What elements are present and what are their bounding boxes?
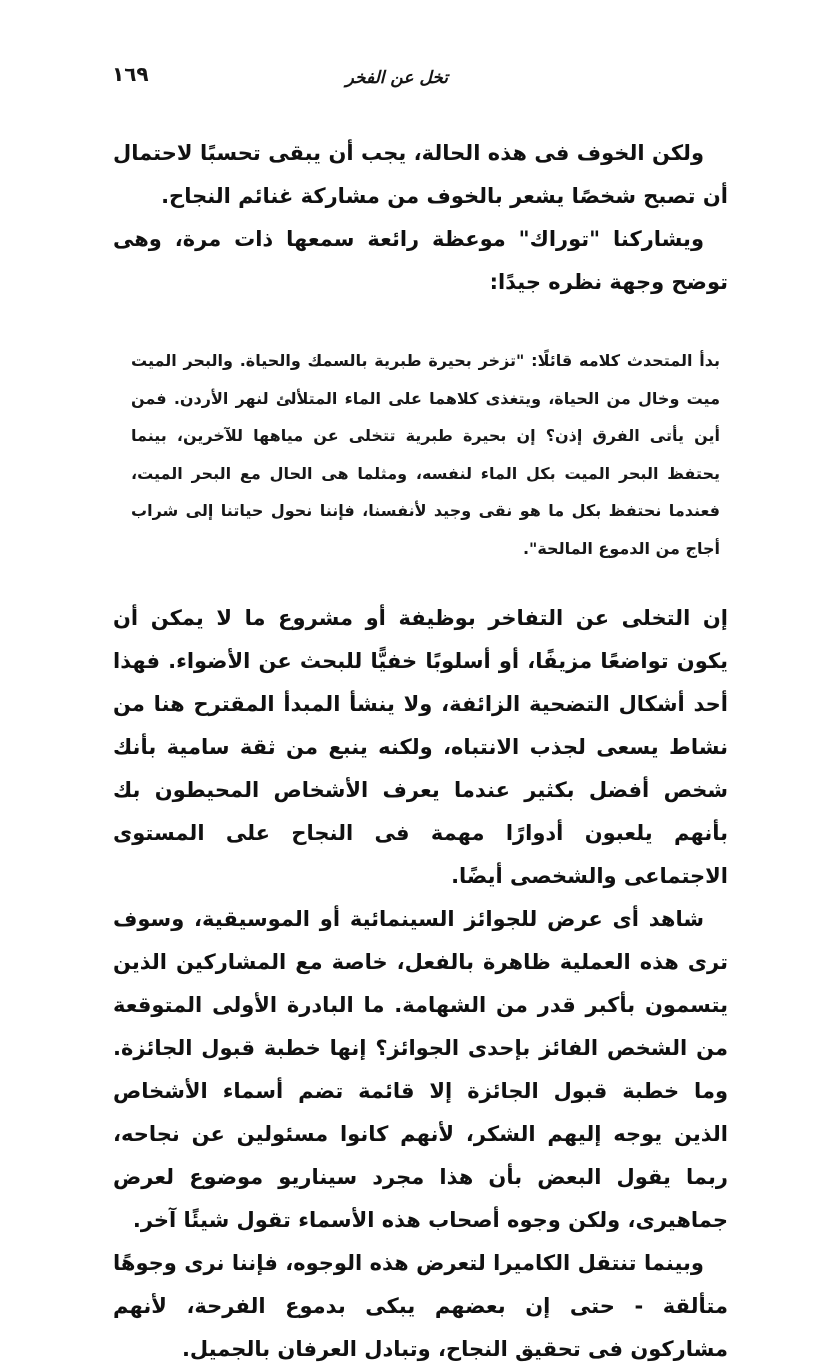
page-body	[113, 132, 728, 1371]
page-header	[112, 62, 728, 92]
running-title: تخل عن الفخر	[345, 68, 448, 88]
paragraph-3: إن التخلى عن التفاخر بوظيفة أو مشروع ما لا يمكن أن يكون تواضعًا مزيفًا، أو أسلوبًا خفيًّا للبحث عن الأضواء. فهذا أحد أشكال التضحية الزائفة، ولا ينشأ المبدأ المقترح هنا من نشاط يسعى لجذب الانتباه، ولكنه ينبع من ثقة سامية بأنك شخص أفضل بكثير عندما يعرف الأشخاص المحيطون بك بأنهم يلعبون أدوارًا مهمة فى النجاح على المستوى الاجتماعى والشخصى أيضًا.	[113, 606, 728, 888]
paragraph-1: ولكن الخوف فى هذه الحالة، يجب أن يبقى تحسبًا لاحتمال أن تصبح شخصًا يشعر بالخوف من مشاركة غنائم النجاح.	[113, 141, 728, 208]
paragraph-4: شاهد أى عرض للجوائز السينمائية أو الموسيقية، وسوف ترى هذه العملية ظاهرة بالفعل، خاصة مع المشاركين الذين يتسمون بأكبر قدر من الشهامة. ما البادرة الأولى المتوقعة من الشخص الفائز بإحدى الجوائز؟ إنها خطبة قبول الجائزة. وما خطبة قبول الجائزة إلا قائمة تضم أسماء الأشخاص الذين يوجه إليهم الشكر، لأنهم كانوا مسئولين عن نجاحه، ربما يقول البعض بأن هذا مجرد سيناريو موضوع لعرض جماهيرى، ولكن وجوه أصحاب هذه الأسماء تقول شيئًا آخر.	[113, 907, 728, 1232]
page-number: ١٦٩	[112, 62, 149, 86]
paragraph-2: ويشاركنا "توراك" موعظة رائعة سمعها ذات مرة، وهى توضح وجهة نظره جيدًا:	[113, 227, 728, 294]
paragraph-5: وبينما تنتقل الكاميرا لتعرض هذه الوجوه، فإننا نرى وجوهًا متألقة - حتى إن بعضهم يبكى بدموع الفرحة، لأنهم مشاركون فى تحقيق النجاح، وتبادل العرفان بالجميل.	[113, 1251, 728, 1361]
block-quote: بدأ المتحدث كلامه قائلًا: "تزخر بحيرة طبرية بالسمك والحياة. والبحر الميت ميت وخال من الحياة، ويتغذى كلاهما على الماء المتلألئ لنهر الأردن. فمن أين يأتى الفرق إذن؟ إن بحيرة طبرية تتخلى عن مياهها للآخرين، بينما يحتفظ البحر الميت بكل الماء لنفسه، ومثلما هى الحال مع البحر الميت، فعندما نحتفظ بكل ما هو نقى وجيد لأنفسنا، فإننا نحول حياتنا إلى شراب أجاج من الدموع المالحة".	[131, 351, 720, 558]
